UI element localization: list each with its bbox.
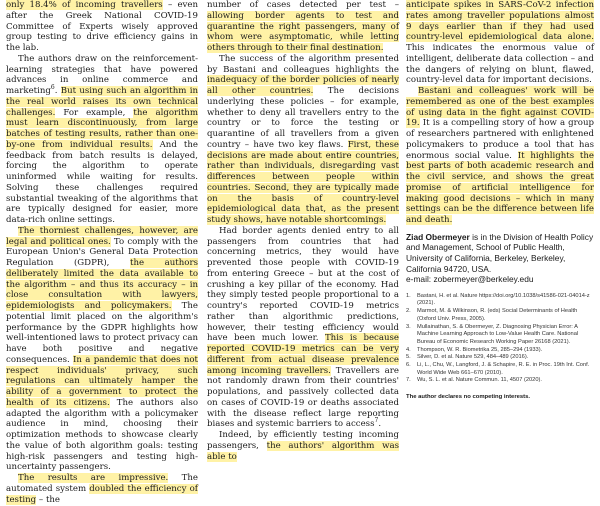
paragraph: [207, 54, 399, 226]
highlighted-text: The thorniest challenges, however, are legal and political ones.: [6, 225, 198, 247]
reference-text: Mullainathan, S. & Obermeyer, Z. Diagnosing Physician Error: A Machine Learning Approach to Low-Value Health Care. National Bureau of Economic Research Working Paper 26168 (2021).: [417, 323, 579, 345]
paragraph: [6, 0, 198, 54]
paragraph: [207, 226, 399, 430]
reference-number: 7.: [406, 377, 411, 384]
reference-text: Marmot, M. & Wilkinson, R. (eds) Social Determinants of Health (Oxford Univ. Press, 2005).: [417, 308, 578, 322]
article-column-1: [6, 0, 198, 505]
reference-item: [406, 354, 594, 362]
body-text: – the: [36, 494, 61, 505]
highlighted-text: But using such an algorithm in the real world raises its own technical challenges.: [6, 86, 198, 118]
competing-interests-statement: The author declares no competing interests.: [406, 394, 531, 401]
reference-text: Li, L., Chu, W., Langford, J. & Schapire, R. E. in Proc. 19th Int. Conf. World Wide Web 661–670 (2010).: [417, 362, 590, 376]
body-text: Indeed, by efficiently testing incoming passengers,: [207, 430, 399, 451]
reference-list: [406, 293, 594, 385]
paragraph: [207, 430, 399, 462]
paragraph: [207, 0, 399, 54]
highlighted-text: First, these decisions are made about entire countries, rather than individuals, disregarding vast differences between people within countries. Second, they are typically made on the basis of country-level epidemiological data that, as the present study shows, have notable shortcomings.: [207, 139, 399, 225]
reference-number: 3.: [406, 323, 411, 330]
reference-number: 1.: [406, 292, 411, 299]
highlighted-text: the authors deliberately limited the data available to the algorithm – and thus its accuracy – in close consultation with lawyers, epidemiologists and policymakers.: [6, 258, 198, 311]
body-text: .: [378, 419, 382, 430]
highlighted-text: The results are impressive.: [18, 473, 169, 483]
body-text: To comply with the European Union's General Data Protection Regulation (GDPR),: [6, 236, 199, 268]
body-text: The automated system: [6, 473, 198, 494]
highlighted-text: anticipate spikes in SARS-CoV-2 infection rates among traveller populations almost 9 days earlier than if they had used country-level epidemiological data alone.: [406, 0, 594, 43]
reference-item: [406, 377, 594, 385]
highlighted-text: the algorithm must learn discontinuously, from large batches of testing results, rather than one-by-one from individual results.: [6, 107, 198, 150]
body-text: The authors draw on the reinforcement-learning strategies that have powered advances in online commerce and marketing: [6, 53, 198, 96]
article-column-2: [207, 0, 399, 462]
body-text: The decisions underlying these policies – for example, whether to deny all travellers entry to the country or to force the testing or quarantine of all travellers from a given country – have two key flaws.: [207, 86, 399, 150]
article-column-3: [406, 0, 594, 403]
reference-number: 5.: [406, 354, 411, 361]
body-text: It is a compelling story of how a group of researchers partnered with enlightened policymakers to produce a tool that has enormous social value.: [406, 118, 594, 161]
highlighted-text: doubled the efficiency of testing: [6, 483, 198, 505]
reference-number: 4.: [406, 346, 411, 353]
body-text: And the feedback from batch results is delayed, forcing the algorithm to operate uninformed while waiting for results. Solving these challenges required substantial tweaking of the algorithms that are typically designed for easier, more data-rich online settings.: [6, 139, 199, 225]
highlighted-text: It highlights the best parts of both academic research and the civil service, and shows the great promise of artificial intelligence for making good decisions – which in many settings can be the difference between life and death.: [406, 150, 594, 225]
author-affiliation: is in the Division of Health Policy and Management, School of Public Health, University of California, Berkeley, Berkeley, California 94720, USA.: [406, 231, 594, 274]
reference-text: Bastani, H. et al. Nature https://doi.org/10.1038/s41586-021-04014-z (2021).: [417, 292, 590, 307]
paragraph: [6, 54, 198, 226]
reference-number: 2.: [406, 308, 411, 315]
body-text: number of cases detected per test –: [207, 0, 399, 10]
reference-item: [406, 308, 594, 323]
reference-text: Thompson, W. R. Biometrika 25, 285–294 (1933).: [417, 346, 543, 353]
reference-item: [406, 347, 594, 355]
body-text: This indicates the enormous value of intelligent, deliberate data collection – and the dangers of relying on blunt, flawed, country-level data for important decisions.: [406, 43, 594, 86]
body-text: The authors also adapted the algorithm with a policymaker audience in mind, choosing their optimization methods to showcase clearly the value of both algorithm goals: testing high-risk passengers and testing high-uncertainty passengers.: [6, 397, 199, 473]
reference-item: [406, 362, 594, 377]
reference-item: [406, 293, 594, 308]
body-text: – even after the Greek National COVID-19 Committee of Experts wisely approved group testing to drive efficiency gains in the lab.: [6, 0, 199, 53]
paragraph: [406, 0, 594, 86]
reference-number: 6.: [406, 362, 411, 369]
citation-number: 7: [374, 417, 379, 425]
highlighted-text: inadequacy of the border policies of nearly all other countries.: [207, 75, 399, 96]
highlighted-text: allowing border agents to test and quarantine the right passengers, many of whom were asymptomatic, while letting others through to their final destination.: [207, 10, 399, 53]
highlighted-text: This is because reported COVID-19 metrics can be very different from actual disease prevalence among incoming travellers.: [207, 333, 399, 376]
highlighted-text: Bastani and colleagues' work will be remembered as one of the best examples of using data in the fight against COVID-19.: [406, 86, 594, 129]
author-info: [406, 232, 594, 285]
paragraph: [406, 86, 594, 226]
paragraph: [6, 226, 198, 473]
reference-text: Silver, D. et al. Nature 529, 484–489 (2016).: [417, 354, 529, 361]
reference-item: [406, 324, 594, 347]
highlighted-text: only 18.4% of incoming travellers: [6, 0, 163, 10]
body-text: For example,: [55, 107, 134, 118]
highlighted-text: In a pandemic that does not respect individuals' privacy, such regulations can ultimately hamper the ability of a government to protect the health of its citizens.: [6, 354, 198, 408]
citation-number: 6: [50, 84, 55, 92]
author-name: Ziad Obermeyer: [406, 231, 470, 242]
body-text: .: [54, 86, 61, 96]
body-text: The potential limit placed on the algorithm's performance by the GDPR highlights how well-intentioned laws to protect privacy can have both positive and negative consequences.: [6, 301, 198, 365]
highlighted-text: the authors' algorithm was able to: [207, 440, 399, 462]
paragraph: [6, 473, 198, 505]
author-email: e-mail: zobermeyer@berkeley.edu: [406, 274, 534, 285]
reference-text: Wu, S. L. et al. Nature Commun. 11, 4507 (2020).: [417, 377, 542, 384]
body-text: Travellers are not randomly drawn from their countries' populations, and passively collected data on cases of COVID-19 or deaths associated with the disease reflect large reporting biases and systemic barriers to access: [207, 365, 399, 430]
body-text: The success of the algorithm presented by Bastani and colleagues highlights the: [207, 53, 399, 75]
body-text: Had border agents denied entry to all passengers from countries that had concerning metrics, they would have prevented those people with COVID-19 from entering Greece – but at the cost of crushing a key pillar of the economy. Had they simply tested people proportional to a country's reported COVID-19 metrics rather than algorithmic predictions, however, their testing efficiency would have been much lower.: [207, 225, 399, 344]
